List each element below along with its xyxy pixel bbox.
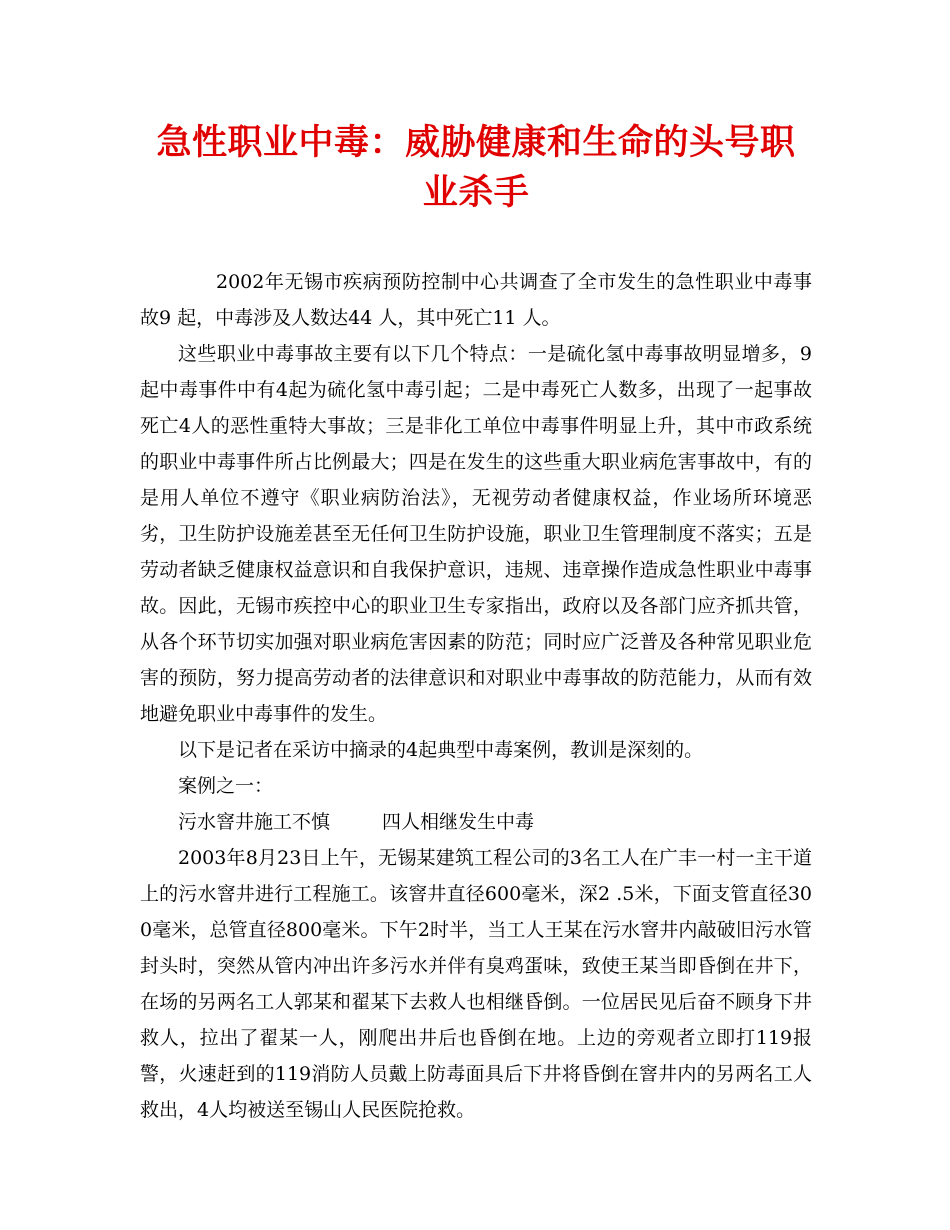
cases-intro-paragraph: 以下是记者在采访中摘录的4起典型中毒案例，教训是深刻的。 <box>178 739 704 761</box>
document-body <box>140 264 812 1128</box>
case-one-paragraph: 2003年8月23日上午，无锡某建筑工程公司的3名工人在广丰一村一主干道上的污水窨井进行工程施工。该窨井直径600毫米，深2 .5米，下面支管直径300毫米，总管直径800毫米。下午2时半，当工人王某在污水窨井内敲破旧污水管封头时，突然从管内冲出许多污水并伴有臭鸡蛋味，致使王某当即昏倒在井下，在场的另两名工人郭某和翟某下去救人也相继昏倒。一位居民见后奋不顾身下井救人，拉出了翟某一人，刚爬出井后也昏倒在地。上边的旁观者立即打119报警，火速赶到的119消防人员戴上防毒面具后下井将昏倒在窨井内的另两名工人救出，4人均被送至锡山人民医院抢救。 <box>140 847 812 1121</box>
case-one-heading <box>140 804 812 840</box>
case-one-label: 案例之一： <box>178 775 274 797</box>
features-paragraph: 这些职业中毒事故主要有以下几个特点：一是硫化氢中毒事故明显增多，9起中毒事件中有4起为硫化氢中毒引起；二是中毒死亡人数多，出现了一起事故死亡4人的恶性重特大事故；三是非化工单位中毒事件明显上升，其中市政系统的职业中毒事件所占比例最大；四是在发生的这些重大职业病危害事故中，有的是用人单位不遵守《职业病防治法》，无视劳动者健康权益，作业场所环境恶劣，卫生防护设施差甚至无任何卫生防护设施，职业卫生管理制度不落实；五是劳动者缺乏健康权益意识和自我保护意识，违规、违章操作造成急性职业中毒事故。因此，无锡市疾控中心的职业卫生专家指出，政府以及各部门应齐抓共管，从各个环节切实加强对职业病危害因素的防范；同时应广泛普及各种常见职业危害的预防，努力提高劳动者的法律意识和对职业中毒事故的防范能力，从而有效地避免职业中毒事件的发生。 <box>140 343 812 725</box>
case-heading-left: 污水窨井施工不慎 <box>178 811 331 833</box>
case-heading-right: 四人相继发生中毒 <box>382 811 535 833</box>
intro-paragraph: 2002年无锡市疾病预防控制中心共调查了全市发生的急性职业中毒事故9 起，中毒涉及人数达44 人，其中死亡11 人。 <box>140 271 812 329</box>
document-page <box>140 118 812 1128</box>
document-title: 急性职业中毒：威胁健康和生命的头号职业杀手 <box>156 123 796 213</box>
